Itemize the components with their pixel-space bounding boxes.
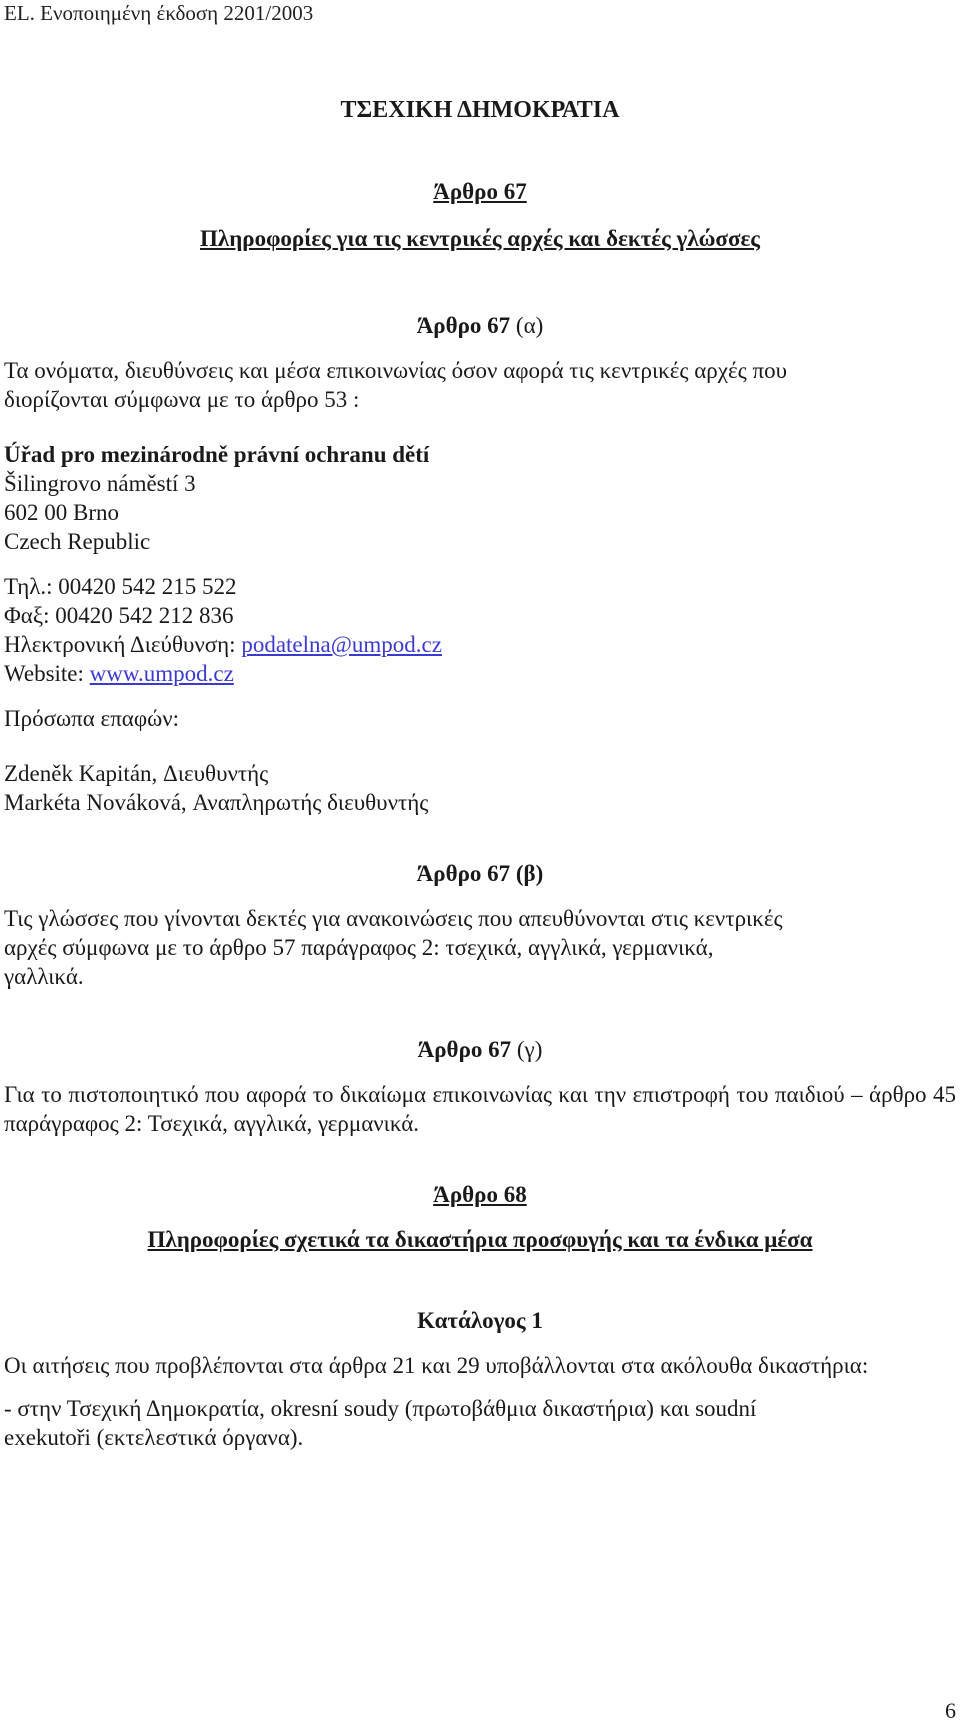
list-1-bullet bbox=[4, 1394, 956, 1452]
authority-name: Úřad pro mezinárodně právní ochranu dětí bbox=[4, 442, 430, 467]
article-67a-heading-suffix: (α) bbox=[510, 313, 544, 338]
article-67c-heading-bold: Άρθρο 67 bbox=[417, 1037, 512, 1062]
article-68-subtitle: Πληροφορίες σχετικά τα δικαστήρια προσφυγής και τα ένδικα μέσα bbox=[147, 1227, 813, 1252]
website-label: Website: bbox=[4, 661, 90, 686]
authority-block bbox=[4, 440, 956, 556]
address-line: Czech Republic bbox=[4, 529, 151, 554]
article-67a-heading bbox=[4, 311, 956, 340]
address-line: 602 00 Brno bbox=[4, 500, 119, 525]
address-line: Šilingrovo náměstí 3 bbox=[4, 471, 196, 496]
header-note: EL. Ενοποιημένη έκδοση 2201/2003 bbox=[4, 1, 314, 25]
article-67b-heading: Άρθρο 67 (β) bbox=[416, 861, 544, 886]
contact-person: Markéta Nováková, Αναπληρωτής διευθυντής bbox=[4, 790, 429, 815]
article-67c-text: Για το πιστοποιητικό που αφορά το δικαίωμα επικοινωνίας και την επιστροφή του παιδιού – άρθρο 45 παράγραφος 2: Τσεχικά, αγγλικά, γερμανικά. bbox=[4, 1082, 956, 1136]
phone-line: Τηλ.: 00420 542 215 522 bbox=[4, 574, 237, 599]
email-link[interactable]: podatelna@umpod.cz bbox=[241, 632, 442, 657]
contact-person: Zdeněk Kapitán, Διευθυντής bbox=[4, 761, 269, 786]
contact-persons bbox=[4, 759, 956, 817]
list-1-text: Οι αιτήσεις που προβλέπονται στα άρθρα 21 και 29 υποβάλλονται στα ακόλουθα δικαστήρια: bbox=[4, 1353, 869, 1378]
article-67b-line: Τις γλώσσες που γίνονται δεκτές για ανακοινώσεις που απευθύνονται στις κεντρικές bbox=[4, 906, 783, 931]
article-67a-heading-bold: Άρθρο 67 bbox=[416, 313, 511, 338]
country-title: ΤΣΕΧΙΚΗ ΔΗΜΟΚΡΑΤΙΑ bbox=[340, 97, 620, 123]
article-67a-intro-line: διορίζονται σύμφωνα με το άρθρο 53 : bbox=[4, 387, 360, 412]
article-68-heading: Άρθρο 68 bbox=[433, 1182, 527, 1207]
article-67b-line: γαλλικά. bbox=[4, 964, 84, 989]
article-67a-intro-line: Τα ονόματα, διευθύνσεις και μέσα επικοινωνίας όσον αφορά τις κεντρικές αρχές που bbox=[4, 358, 787, 383]
email-label: Ηλεκτρονική Διεύθυνση: bbox=[4, 632, 242, 657]
page-number: 6 bbox=[945, 1698, 956, 1723]
list-1-bullet-line: - στην Τσεχική Δημοκρατία, okresní soudy (πρωτοβάθμια δικαστήρια) και soudní bbox=[4, 1396, 757, 1421]
website-link[interactable]: www.umpod.cz bbox=[89, 661, 234, 686]
article-67c-heading bbox=[4, 1035, 956, 1064]
email-line bbox=[4, 630, 956, 659]
contacts-label: Πρόσωπα επαφών: bbox=[4, 706, 180, 731]
article-67-heading: Άρθρο 67 bbox=[433, 179, 527, 204]
article-67-subtitle: Πληροφορίες για τις κεντρικές αρχές και δεκτές γλώσσες bbox=[200, 226, 760, 251]
website-line bbox=[4, 659, 956, 688]
list-1-bullet-line: exekutoři (εκτελεστικά όργανα). bbox=[4, 1425, 304, 1450]
article-67b-line: αρχές σύμφωνα με το άρθρο 57 παράγραφος 2: τσεχικά, αγγλικά, γερμανικά, bbox=[4, 935, 714, 960]
article-67c-heading-suffix: (γ) bbox=[511, 1037, 543, 1062]
contact-details bbox=[4, 572, 956, 688]
article-67b-text bbox=[4, 904, 956, 991]
article-67a-intro bbox=[4, 356, 956, 414]
document-content bbox=[4, 96, 956, 1452]
list-1-heading: Κατάλογος 1 bbox=[417, 1308, 543, 1333]
fax-line: Φαξ: 00420 542 212 836 bbox=[4, 603, 234, 628]
